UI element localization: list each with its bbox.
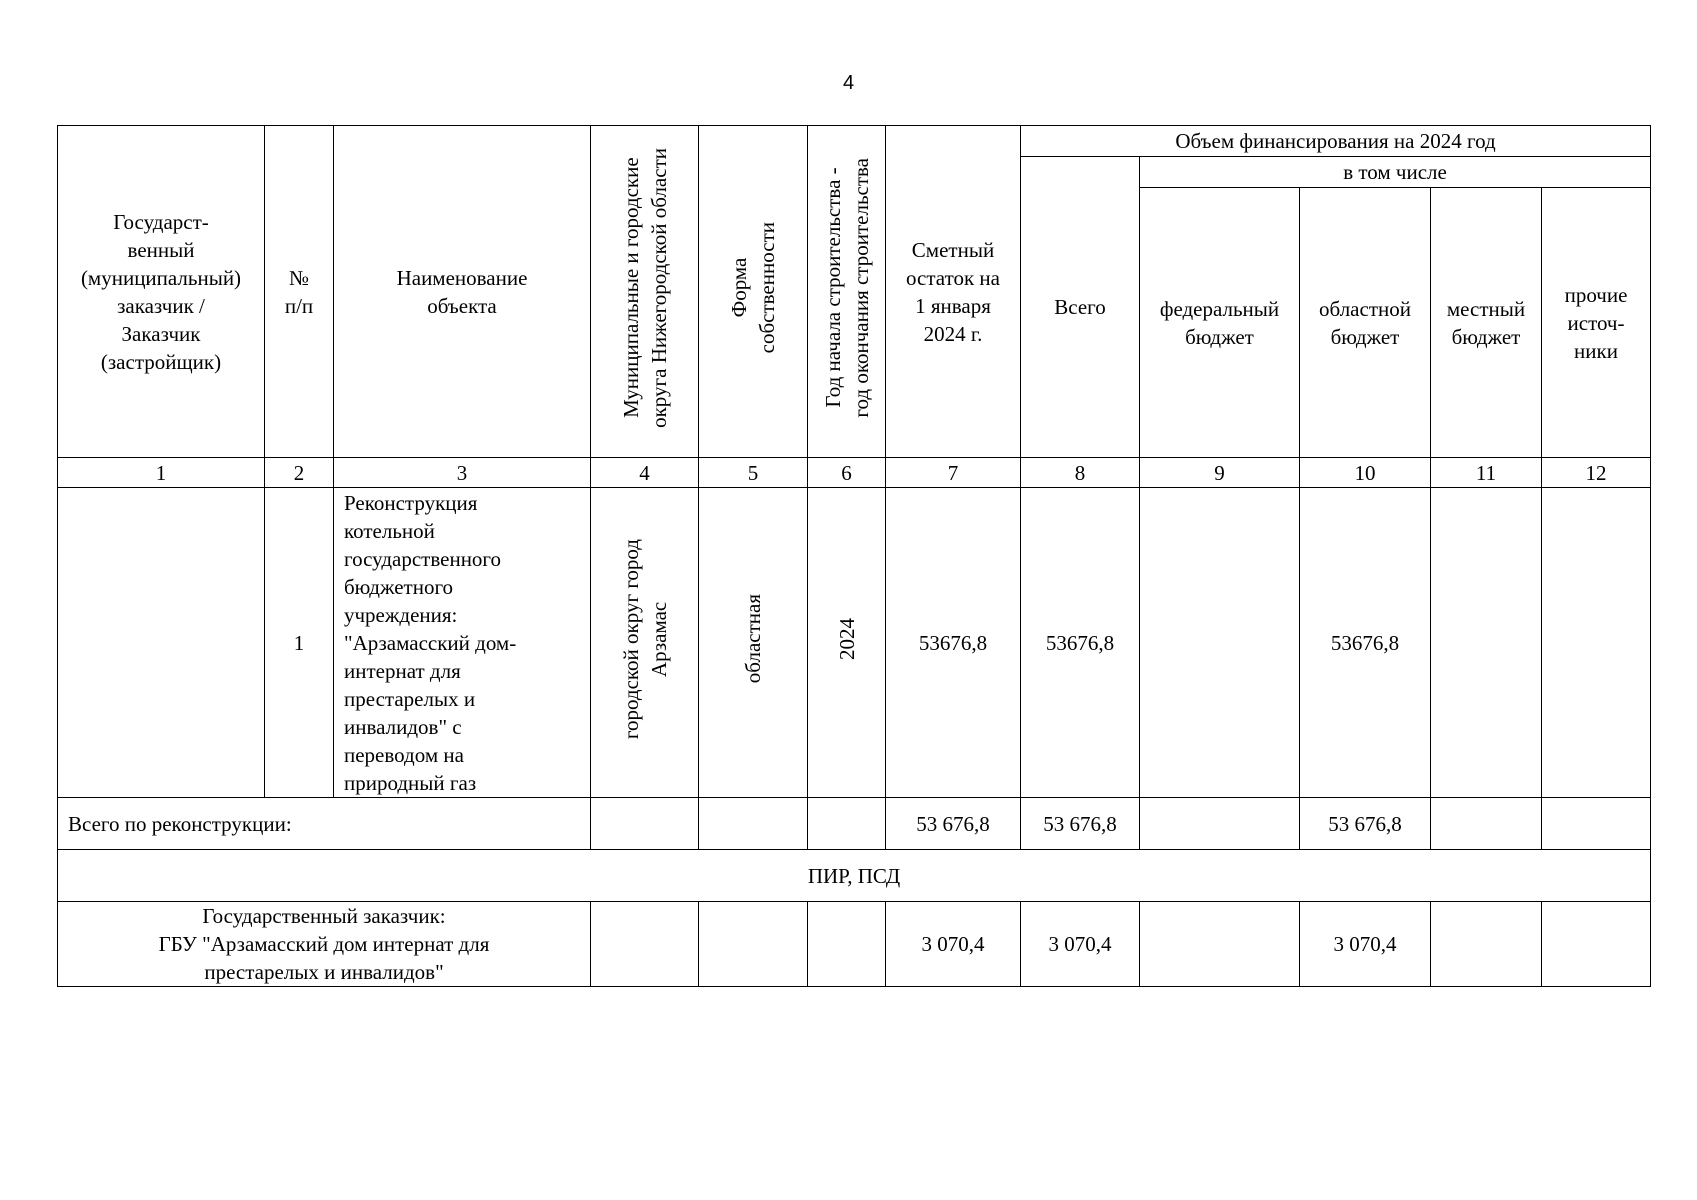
row2-total: 3 070,4 (1021, 902, 1140, 987)
row2-regional: 3 070,4 (1300, 902, 1431, 987)
header-object-name: Наименование объекта (334, 126, 591, 458)
row1-total: 53676,8 (1021, 488, 1140, 798)
header-row-top (58, 126, 1651, 157)
header-federal: федеральный бюджет (1140, 188, 1300, 458)
row2-empty (1431, 902, 1542, 987)
section-title: ПИР, ПСД (58, 850, 1651, 902)
column-numbers-row (58, 458, 1651, 488)
header-balance: Сметный остаток на 1 января 2024 г. (886, 126, 1021, 458)
header-municipality-label: Муниципальные и городские округа Нижегородской области (618, 148, 671, 428)
row1-years-label: 2024 (834, 618, 859, 660)
subtotal-balance: 53 676,8 (886, 798, 1021, 850)
col-number: 1 (58, 458, 265, 488)
subtotal-row (58, 798, 1651, 850)
row1-ownership-label: областная (741, 594, 765, 684)
row1-ownership (699, 488, 808, 798)
row2-customer: Государственный заказчик: ГБУ "Арзамасский дом интернат для престарелых и инвалидов" (58, 902, 591, 987)
subtotal-empty (1140, 798, 1300, 850)
header-local: местный бюджет (1431, 188, 1542, 458)
subtotal-empty (591, 798, 699, 850)
subtotal-empty (808, 798, 886, 850)
subtotal-empty (1542, 798, 1651, 850)
row1-municipality (591, 488, 699, 798)
row1-customer (58, 488, 265, 798)
section-row (58, 850, 1651, 902)
header-regional: областной бюджет (1300, 188, 1431, 458)
col-number: 4 (591, 458, 699, 488)
col-number: 2 (265, 458, 334, 488)
row1-regional: 53676,8 (1300, 488, 1431, 798)
row2-empty (591, 902, 699, 987)
row1-local (1431, 488, 1542, 798)
header-years (808, 126, 886, 458)
financing-table (57, 125, 1651, 987)
header-ownership-label: Форма собственности (727, 222, 779, 354)
table-row (58, 488, 1651, 798)
header-other: прочие источ- ники (1542, 188, 1651, 458)
header-funding-group: Объем финансирования на 2024 год (1021, 126, 1651, 157)
row1-balance: 53676,8 (886, 488, 1021, 798)
row1-object-name: Реконструкция котельной государственного бюджетного учреждения: "Арзамасский дом- интернат для престарелых и инвалидов" с переводом на природный газ (334, 488, 591, 798)
header-years-label: Год начала строительства - год окончания строительства (820, 158, 873, 418)
row1-municipality-label: городской округ город Арзамас (618, 538, 671, 740)
row2-empty (699, 902, 808, 987)
subtotal-regional: 53 676,8 (1300, 798, 1431, 850)
col-number: 11 (1431, 458, 1542, 488)
col-number: 9 (1140, 458, 1300, 488)
header-municipality (591, 126, 699, 458)
subtotal-label: Всего по реконструкции: (58, 798, 591, 850)
page-number: 4 (842, 72, 855, 94)
row2-balance: 3 070,4 (886, 902, 1021, 987)
header-ownership (699, 126, 808, 458)
subtotal-total: 53 676,8 (1021, 798, 1140, 850)
row1-federal (1140, 488, 1300, 798)
col-number: 6 (808, 458, 886, 488)
row1-other (1542, 488, 1651, 798)
header-including: в том числе (1140, 157, 1651, 188)
row2-empty (1542, 902, 1651, 987)
header-total: Всего (1021, 157, 1140, 458)
header-customer: Государст- венный (муниципальный) заказчик / Заказчик (застройщик) (58, 126, 265, 458)
col-number: 10 (1300, 458, 1431, 488)
table-row (58, 902, 1651, 987)
col-number: 5 (699, 458, 808, 488)
subtotal-empty (1431, 798, 1542, 850)
row2-empty (1140, 902, 1300, 987)
col-number: 8 (1021, 458, 1140, 488)
row1-num: 1 (265, 488, 334, 798)
row2-empty (808, 902, 886, 987)
subtotal-empty (699, 798, 808, 850)
row1-years (808, 488, 886, 798)
col-number: 12 (1542, 458, 1651, 488)
col-number: 3 (334, 458, 591, 488)
col-number: 7 (886, 458, 1021, 488)
header-num: № п/п (265, 126, 334, 458)
